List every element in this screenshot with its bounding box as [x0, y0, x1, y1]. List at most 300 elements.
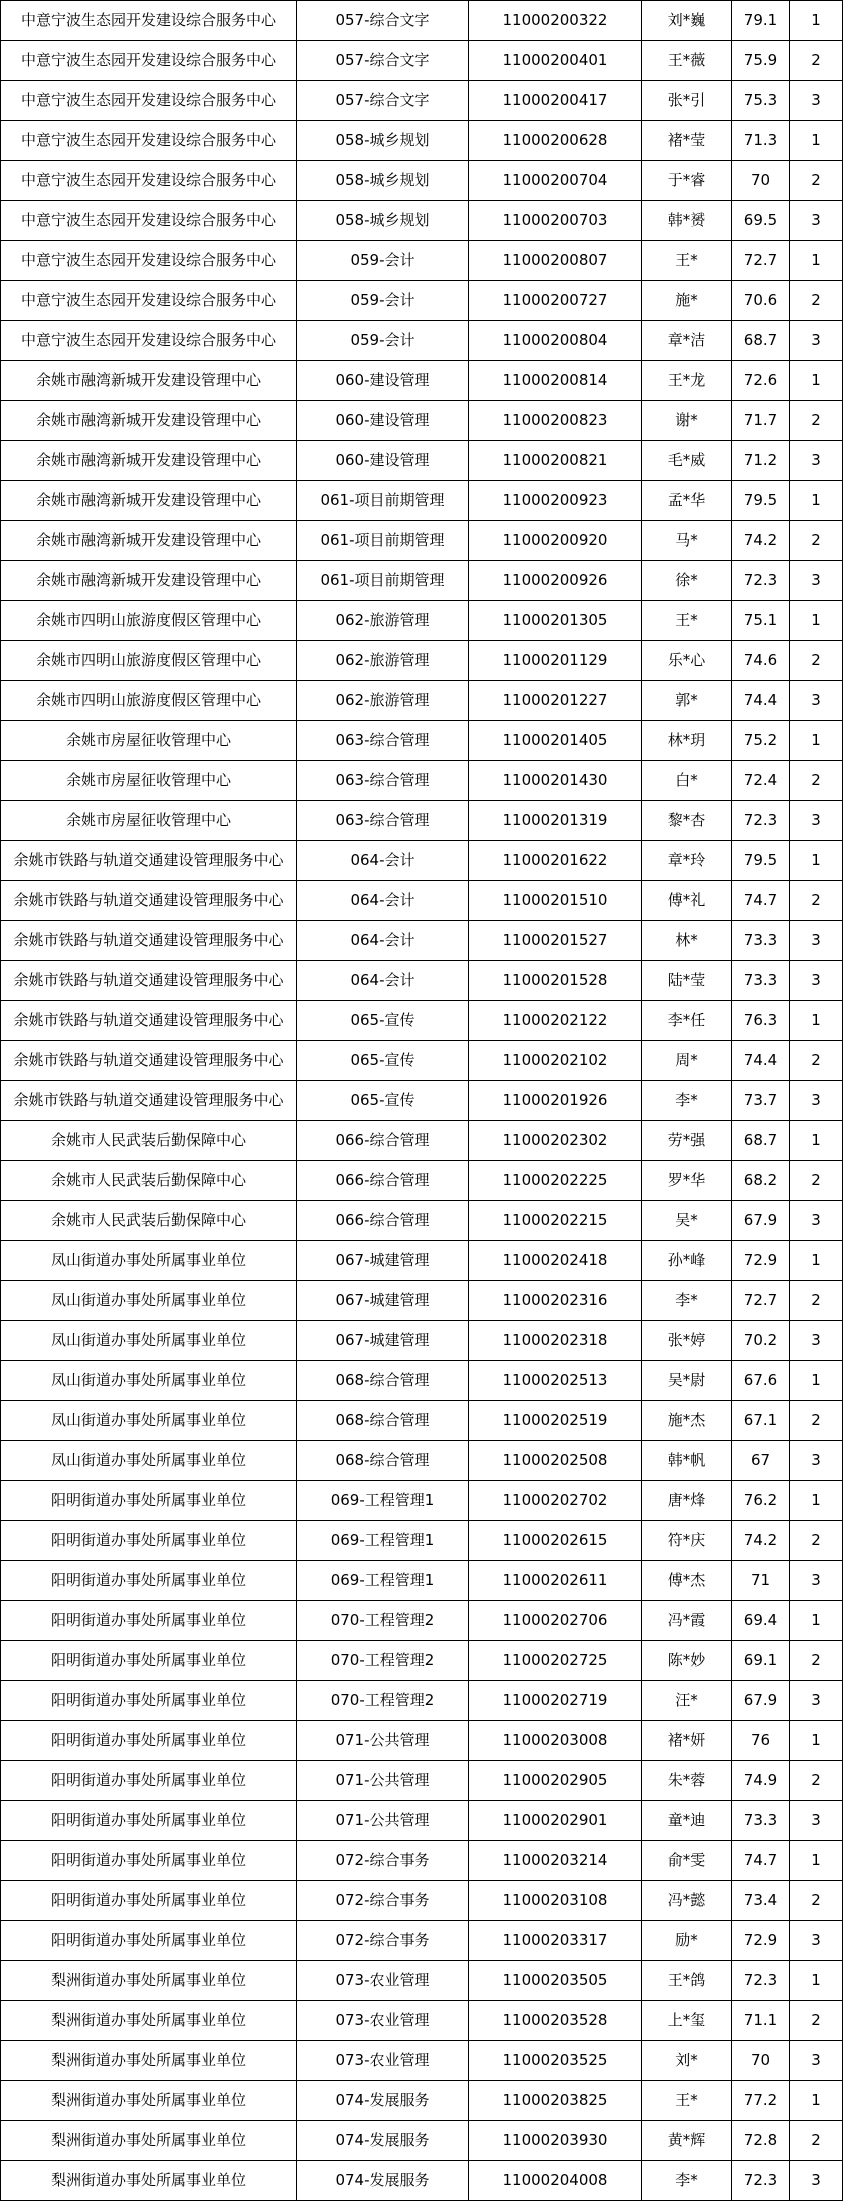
score-cell: 72.3	[732, 1961, 790, 2001]
table-row	[1, 1561, 843, 1601]
rank-cell: 2	[790, 1281, 843, 1321]
table-row	[1, 1401, 843, 1441]
table-row	[1, 241, 843, 281]
score-cell: 73.3	[732, 1801, 790, 1841]
position-cell: 060-建设管理	[297, 441, 469, 481]
rank-cell: 2	[790, 641, 843, 681]
score-cell: 74.4	[732, 681, 790, 721]
position-cell: 065-宣传	[297, 1081, 469, 1121]
exam-number-cell: 11000202901	[469, 1801, 642, 1841]
score-cell: 79.5	[732, 481, 790, 521]
position-cell: 065-宣传	[297, 1041, 469, 1081]
position-cell: 068-综合管理	[297, 1441, 469, 1481]
name-cell: 郭*	[642, 681, 732, 721]
exam-number-cell: 11000203525	[469, 2041, 642, 2081]
exam-number-cell: 11000200703	[469, 201, 642, 241]
table-row	[1, 401, 843, 441]
unit-cell: 阳明街道办事处所属事业单位	[1, 1881, 297, 1921]
rank-cell: 2	[790, 161, 843, 201]
exam-number-cell: 11000202418	[469, 1241, 642, 1281]
score-cell: 72.3	[732, 801, 790, 841]
score-cell: 67	[732, 1441, 790, 1481]
exam-number-cell: 11000203505	[469, 1961, 642, 2001]
unit-cell: 余姚市四明山旅游度假区管理中心	[1, 641, 297, 681]
position-cell: 064-会计	[297, 961, 469, 1001]
rank-cell: 1	[790, 601, 843, 641]
table-row	[1, 41, 843, 81]
unit-cell: 中意宁波生态园开发建设综合服务中心	[1, 81, 297, 121]
score-cell: 72.3	[732, 2161, 790, 2201]
table-row	[1, 521, 843, 561]
position-cell: 063-综合管理	[297, 721, 469, 761]
position-cell: 073-农业管理	[297, 1961, 469, 2001]
position-cell: 070-工程管理2	[297, 1641, 469, 1681]
rank-cell: 1	[790, 1361, 843, 1401]
position-cell: 063-综合管理	[297, 801, 469, 841]
name-cell: 章*玲	[642, 841, 732, 881]
position-cell: 061-项目前期管理	[297, 561, 469, 601]
rank-cell: 3	[790, 1321, 843, 1361]
table-row	[1, 1681, 843, 1721]
rank-cell: 1	[790, 1001, 843, 1041]
exam-number-cell: 11000203214	[469, 1841, 642, 1881]
position-cell: 062-旅游管理	[297, 681, 469, 721]
rank-cell: 2	[790, 1641, 843, 1681]
unit-cell: 中意宁波生态园开发建设综合服务中心	[1, 161, 297, 201]
name-cell: 韩*赟	[642, 201, 732, 241]
name-cell: 孟*华	[642, 481, 732, 521]
rank-cell: 3	[790, 1081, 843, 1121]
exam-number-cell: 11000200628	[469, 121, 642, 161]
score-cell: 67.9	[732, 1681, 790, 1721]
position-cell: 064-会计	[297, 881, 469, 921]
position-cell: 066-综合管理	[297, 1201, 469, 1241]
score-cell: 70.6	[732, 281, 790, 321]
name-cell: 孙*峰	[642, 1241, 732, 1281]
score-cell: 74.2	[732, 521, 790, 561]
table-row	[1, 1321, 843, 1361]
unit-cell: 中意宁波生态园开发建设综合服务中心	[1, 241, 297, 281]
unit-cell: 阳明街道办事处所属事业单位	[1, 1641, 297, 1681]
table-row	[1, 1921, 843, 1961]
unit-cell: 余姚市融湾新城开发建设管理中心	[1, 561, 297, 601]
rank-cell: 2	[790, 1761, 843, 1801]
position-cell: 069-工程管理1	[297, 1521, 469, 1561]
table-row	[1, 481, 843, 521]
score-cell: 79.1	[732, 1, 790, 41]
unit-cell: 余姚市房屋征收管理中心	[1, 761, 297, 801]
table-row	[1, 281, 843, 321]
exam-number-cell: 11000200814	[469, 361, 642, 401]
exam-number-cell: 11000202508	[469, 1441, 642, 1481]
table-row	[1, 1761, 843, 1801]
name-cell: 吴*	[642, 1201, 732, 1241]
rank-cell: 1	[790, 481, 843, 521]
score-cell: 76.2	[732, 1481, 790, 1521]
unit-cell: 余姚市融湾新城开发建设管理中心	[1, 441, 297, 481]
table-row	[1, 1481, 843, 1521]
name-cell: 张*引	[642, 81, 732, 121]
exam-number-cell: 11000201527	[469, 921, 642, 961]
position-cell: 068-综合管理	[297, 1361, 469, 1401]
unit-cell: 凤山街道办事处所属事业单位	[1, 1441, 297, 1481]
unit-cell: 中意宁波生态园开发建设综合服务中心	[1, 1, 297, 41]
score-cell: 67.6	[732, 1361, 790, 1401]
unit-cell: 阳明街道办事处所属事业单位	[1, 1921, 297, 1961]
rank-cell: 2	[790, 401, 843, 441]
score-cell: 73.3	[732, 961, 790, 1001]
exam-number-cell: 11000200322	[469, 1, 642, 41]
exam-number-cell: 11000200923	[469, 481, 642, 521]
table-row	[1, 1281, 843, 1321]
score-cell: 72.7	[732, 241, 790, 281]
position-cell: 062-旅游管理	[297, 641, 469, 681]
unit-cell: 余姚市四明山旅游度假区管理中心	[1, 681, 297, 721]
score-cell: 74.9	[732, 1761, 790, 1801]
name-cell: 乐*心	[642, 641, 732, 681]
rank-cell: 2	[790, 281, 843, 321]
score-cell: 72.7	[732, 1281, 790, 1321]
unit-cell: 凤山街道办事处所属事业单位	[1, 1241, 297, 1281]
rank-cell: 1	[790, 361, 843, 401]
exam-number-cell: 11000203825	[469, 2081, 642, 2121]
score-cell: 74.7	[732, 1841, 790, 1881]
table-row	[1, 1881, 843, 1921]
unit-cell: 余姚市人民武装后勤保障中心	[1, 1161, 297, 1201]
position-cell: 058-城乡规划	[297, 121, 469, 161]
table-row	[1, 2081, 843, 2121]
name-cell: 陆*莹	[642, 961, 732, 1001]
table-row	[1, 81, 843, 121]
score-cell: 75.1	[732, 601, 790, 641]
rank-cell: 1	[790, 1121, 843, 1161]
exam-number-cell: 11000202706	[469, 1601, 642, 1641]
score-cell: 72.9	[732, 1241, 790, 1281]
rank-cell: 1	[790, 841, 843, 881]
rank-cell: 3	[790, 681, 843, 721]
score-cell: 76	[732, 1721, 790, 1761]
rank-cell: 1	[790, 241, 843, 281]
name-cell: 童*迪	[642, 1801, 732, 1841]
score-cell: 69.4	[732, 1601, 790, 1641]
table-row	[1, 1041, 843, 1081]
name-cell: 朱*蓉	[642, 1761, 732, 1801]
rank-cell: 2	[790, 41, 843, 81]
table-row	[1, 1841, 843, 1881]
position-cell: 074-发展服务	[297, 2081, 469, 2121]
position-cell: 057-综合文字	[297, 81, 469, 121]
table-row	[1, 561, 843, 601]
position-cell: 059-会计	[297, 241, 469, 281]
position-cell: 072-综合事务	[297, 1841, 469, 1881]
unit-cell: 中意宁波生态园开发建设综合服务中心	[1, 201, 297, 241]
position-cell: 068-综合管理	[297, 1401, 469, 1441]
unit-cell: 阳明街道办事处所属事业单位	[1, 1801, 297, 1841]
rank-cell: 3	[790, 81, 843, 121]
unit-cell: 余姚市房屋征收管理中心	[1, 801, 297, 841]
unit-cell: 阳明街道办事处所属事业单位	[1, 1841, 297, 1881]
position-cell: 074-发展服务	[297, 2161, 469, 2201]
table-row	[1, 881, 843, 921]
unit-cell: 梨洲街道办事处所属事业单位	[1, 2041, 297, 2081]
unit-cell: 余姚市铁路与轨道交通建设管理服务中心	[1, 921, 297, 961]
position-cell: 067-城建管理	[297, 1241, 469, 1281]
position-cell: 070-工程管理2	[297, 1601, 469, 1641]
position-cell: 072-综合事务	[297, 1921, 469, 1961]
score-cell: 71.7	[732, 401, 790, 441]
score-cell: 75.9	[732, 41, 790, 81]
name-cell: 傅*杰	[642, 1561, 732, 1601]
exam-number-cell: 11000202122	[469, 1001, 642, 1041]
score-cell: 75.2	[732, 721, 790, 761]
position-cell: 060-建设管理	[297, 401, 469, 441]
score-cell: 67.1	[732, 1401, 790, 1441]
position-cell: 057-综合文字	[297, 1, 469, 41]
score-cell: 68.7	[732, 1121, 790, 1161]
position-cell: 061-项目前期管理	[297, 481, 469, 521]
score-cell: 72.4	[732, 761, 790, 801]
rank-cell: 1	[790, 121, 843, 161]
results-table-body	[1, 1, 843, 2201]
name-cell: 周*	[642, 1041, 732, 1081]
exam-number-cell: 11000203317	[469, 1921, 642, 1961]
score-cell: 73.7	[732, 1081, 790, 1121]
unit-cell: 凤山街道办事处所属事业单位	[1, 1401, 297, 1441]
exam-number-cell: 11000201430	[469, 761, 642, 801]
name-cell: 林*	[642, 921, 732, 961]
score-cell: 70	[732, 161, 790, 201]
name-cell: 劳*强	[642, 1121, 732, 1161]
exam-number-cell: 11000201129	[469, 641, 642, 681]
table-row	[1, 2161, 843, 2201]
unit-cell: 凤山街道办事处所属事业单位	[1, 1321, 297, 1361]
unit-cell: 中意宁波生态园开发建设综合服务中心	[1, 121, 297, 161]
unit-cell: 余姚市铁路与轨道交通建设管理服务中心	[1, 961, 297, 1001]
rank-cell: 3	[790, 1561, 843, 1601]
unit-cell: 梨洲街道办事处所属事业单位	[1, 1961, 297, 2001]
table-row	[1, 1001, 843, 1041]
rank-cell: 2	[790, 881, 843, 921]
name-cell: 白*	[642, 761, 732, 801]
table-row	[1, 1, 843, 41]
name-cell: 韩*帆	[642, 1441, 732, 1481]
table-row	[1, 921, 843, 961]
score-cell: 75.3	[732, 81, 790, 121]
position-cell: 070-工程管理2	[297, 1681, 469, 1721]
unit-cell: 阳明街道办事处所属事业单位	[1, 1601, 297, 1641]
position-cell: 064-会计	[297, 921, 469, 961]
rank-cell: 3	[790, 801, 843, 841]
table-row	[1, 361, 843, 401]
rank-cell: 3	[790, 201, 843, 241]
rank-cell: 3	[790, 1681, 843, 1721]
rank-cell: 2	[790, 2121, 843, 2161]
position-cell: 064-会计	[297, 841, 469, 881]
exam-number-cell: 11000202215	[469, 1201, 642, 1241]
score-cell: 68.2	[732, 1161, 790, 1201]
position-cell: 073-农业管理	[297, 2041, 469, 2081]
rank-cell: 3	[790, 321, 843, 361]
position-cell: 074-发展服务	[297, 2121, 469, 2161]
position-cell: 061-项目前期管理	[297, 521, 469, 561]
table-row	[1, 601, 843, 641]
rank-cell: 3	[790, 561, 843, 601]
name-cell: 谢*	[642, 401, 732, 441]
table-row	[1, 441, 843, 481]
table-row	[1, 161, 843, 201]
exam-number-cell: 11000202225	[469, 1161, 642, 1201]
position-cell: 065-宣传	[297, 1001, 469, 1041]
unit-cell: 中意宁波生态园开发建设综合服务中心	[1, 321, 297, 361]
exam-number-cell: 11000201305	[469, 601, 642, 641]
rank-cell: 1	[790, 1, 843, 41]
rank-cell: 3	[790, 1441, 843, 1481]
exam-number-cell: 11000202725	[469, 1641, 642, 1681]
unit-cell: 凤山街道办事处所属事业单位	[1, 1281, 297, 1321]
table-row	[1, 1601, 843, 1641]
rank-cell: 1	[790, 2081, 843, 2121]
unit-cell: 中意宁波生态园开发建设综合服务中心	[1, 41, 297, 81]
exam-number-cell: 11000202302	[469, 1121, 642, 1161]
rank-cell: 1	[790, 1841, 843, 1881]
rank-cell: 3	[790, 441, 843, 481]
position-cell: 066-综合管理	[297, 1161, 469, 1201]
unit-cell: 阳明街道办事处所属事业单位	[1, 1481, 297, 1521]
name-cell: 励*	[642, 1921, 732, 1961]
rank-cell: 1	[790, 1961, 843, 2001]
score-cell: 76.3	[732, 1001, 790, 1041]
score-cell: 74.4	[732, 1041, 790, 1081]
unit-cell: 梨洲街道办事处所属事业单位	[1, 2161, 297, 2201]
name-cell: 于*睿	[642, 161, 732, 201]
table-row	[1, 1441, 843, 1481]
exam-number-cell: 11000200807	[469, 241, 642, 281]
unit-cell: 凤山街道办事处所属事业单位	[1, 1361, 297, 1401]
score-cell: 71.3	[732, 121, 790, 161]
table-row	[1, 1721, 843, 1761]
name-cell: 王*	[642, 2081, 732, 2121]
unit-cell: 余姚市铁路与轨道交通建设管理服务中心	[1, 1001, 297, 1041]
score-cell: 70.2	[732, 1321, 790, 1361]
position-cell: 071-公共管理	[297, 1801, 469, 1841]
name-cell: 上*玺	[642, 2001, 732, 2041]
position-cell: 073-农业管理	[297, 2001, 469, 2041]
table-row	[1, 1241, 843, 1281]
score-cell: 71	[732, 1561, 790, 1601]
rank-cell: 2	[790, 1521, 843, 1561]
exam-number-cell: 11000203930	[469, 2121, 642, 2161]
unit-cell: 中意宁波生态园开发建设综合服务中心	[1, 281, 297, 321]
exam-number-cell: 11000200926	[469, 561, 642, 601]
name-cell: 刘*	[642, 2041, 732, 2081]
unit-cell: 余姚市人民武装后勤保障中心	[1, 1201, 297, 1241]
name-cell: 李*任	[642, 1001, 732, 1041]
name-cell: 李*	[642, 1281, 732, 1321]
exam-number-cell: 11000201510	[469, 881, 642, 921]
rank-cell: 3	[790, 1201, 843, 1241]
name-cell: 王*鸽	[642, 1961, 732, 2001]
table-row	[1, 681, 843, 721]
unit-cell: 阳明街道办事处所属事业单位	[1, 1561, 297, 1601]
name-cell: 林*玥	[642, 721, 732, 761]
exam-number-cell: 11000200417	[469, 81, 642, 121]
exam-number-cell: 11000202519	[469, 1401, 642, 1441]
rank-cell: 1	[790, 1241, 843, 1281]
name-cell: 吴*尉	[642, 1361, 732, 1401]
unit-cell: 梨洲街道办事处所属事业单位	[1, 2081, 297, 2121]
name-cell: 陈*妙	[642, 1641, 732, 1681]
table-row	[1, 2121, 843, 2161]
unit-cell: 余姚市融湾新城开发建设管理中心	[1, 401, 297, 441]
table-row	[1, 1801, 843, 1841]
unit-cell: 余姚市融湾新城开发建设管理中心	[1, 481, 297, 521]
score-cell: 71.1	[732, 2001, 790, 2041]
unit-cell: 余姚市铁路与轨道交通建设管理服务中心	[1, 1041, 297, 1081]
exam-number-cell: 11000202905	[469, 1761, 642, 1801]
table-row	[1, 1641, 843, 1681]
table-row	[1, 801, 843, 841]
rank-cell: 2	[790, 761, 843, 801]
score-cell: 70	[732, 2041, 790, 2081]
name-cell: 黎*杏	[642, 801, 732, 841]
rank-cell: 2	[790, 1881, 843, 1921]
name-cell: 王*薇	[642, 41, 732, 81]
exam-number-cell: 11000202513	[469, 1361, 642, 1401]
unit-cell: 余姚市铁路与轨道交通建设管理服务中心	[1, 881, 297, 921]
exam-number-cell: 11000204008	[469, 2161, 642, 2201]
table-row	[1, 201, 843, 241]
name-cell: 李*	[642, 1081, 732, 1121]
name-cell: 毛*威	[642, 441, 732, 481]
unit-cell: 阳明街道办事处所属事业单位	[1, 1721, 297, 1761]
position-cell: 060-建设管理	[297, 361, 469, 401]
position-cell: 069-工程管理1	[297, 1481, 469, 1521]
score-cell: 72.8	[732, 2121, 790, 2161]
exam-number-cell: 11000200804	[469, 321, 642, 361]
exam-number-cell: 11000203528	[469, 2001, 642, 2041]
rank-cell: 3	[790, 921, 843, 961]
rank-cell: 2	[790, 2001, 843, 2041]
exam-number-cell: 11000201227	[469, 681, 642, 721]
table-row	[1, 641, 843, 681]
score-cell: 69.5	[732, 201, 790, 241]
exam-number-cell: 11000200401	[469, 41, 642, 81]
name-cell: 张*婷	[642, 1321, 732, 1361]
exam-number-cell: 11000201926	[469, 1081, 642, 1121]
table-row	[1, 1081, 843, 1121]
position-cell: 058-城乡规划	[297, 201, 469, 241]
unit-cell: 阳明街道办事处所属事业单位	[1, 1681, 297, 1721]
rank-cell: 1	[790, 1481, 843, 1521]
name-cell: 刘*巍	[642, 1, 732, 41]
rank-cell: 3	[790, 1801, 843, 1841]
rank-cell: 3	[790, 2161, 843, 2201]
unit-cell: 阳明街道办事处所属事业单位	[1, 1761, 297, 1801]
name-cell: 李*	[642, 2161, 732, 2201]
score-cell: 74.7	[732, 881, 790, 921]
name-cell: 施*	[642, 281, 732, 321]
name-cell: 俞*雯	[642, 1841, 732, 1881]
unit-cell: 余姚市四明山旅游度假区管理中心	[1, 601, 297, 641]
table-row	[1, 841, 843, 881]
name-cell: 罗*华	[642, 1161, 732, 1201]
position-cell: 057-综合文字	[297, 41, 469, 81]
rank-cell: 1	[790, 1601, 843, 1641]
position-cell: 067-城建管理	[297, 1281, 469, 1321]
unit-cell: 梨洲街道办事处所属事业单位	[1, 2121, 297, 2161]
exam-number-cell: 11000203108	[469, 1881, 642, 1921]
score-cell: 72.3	[732, 561, 790, 601]
